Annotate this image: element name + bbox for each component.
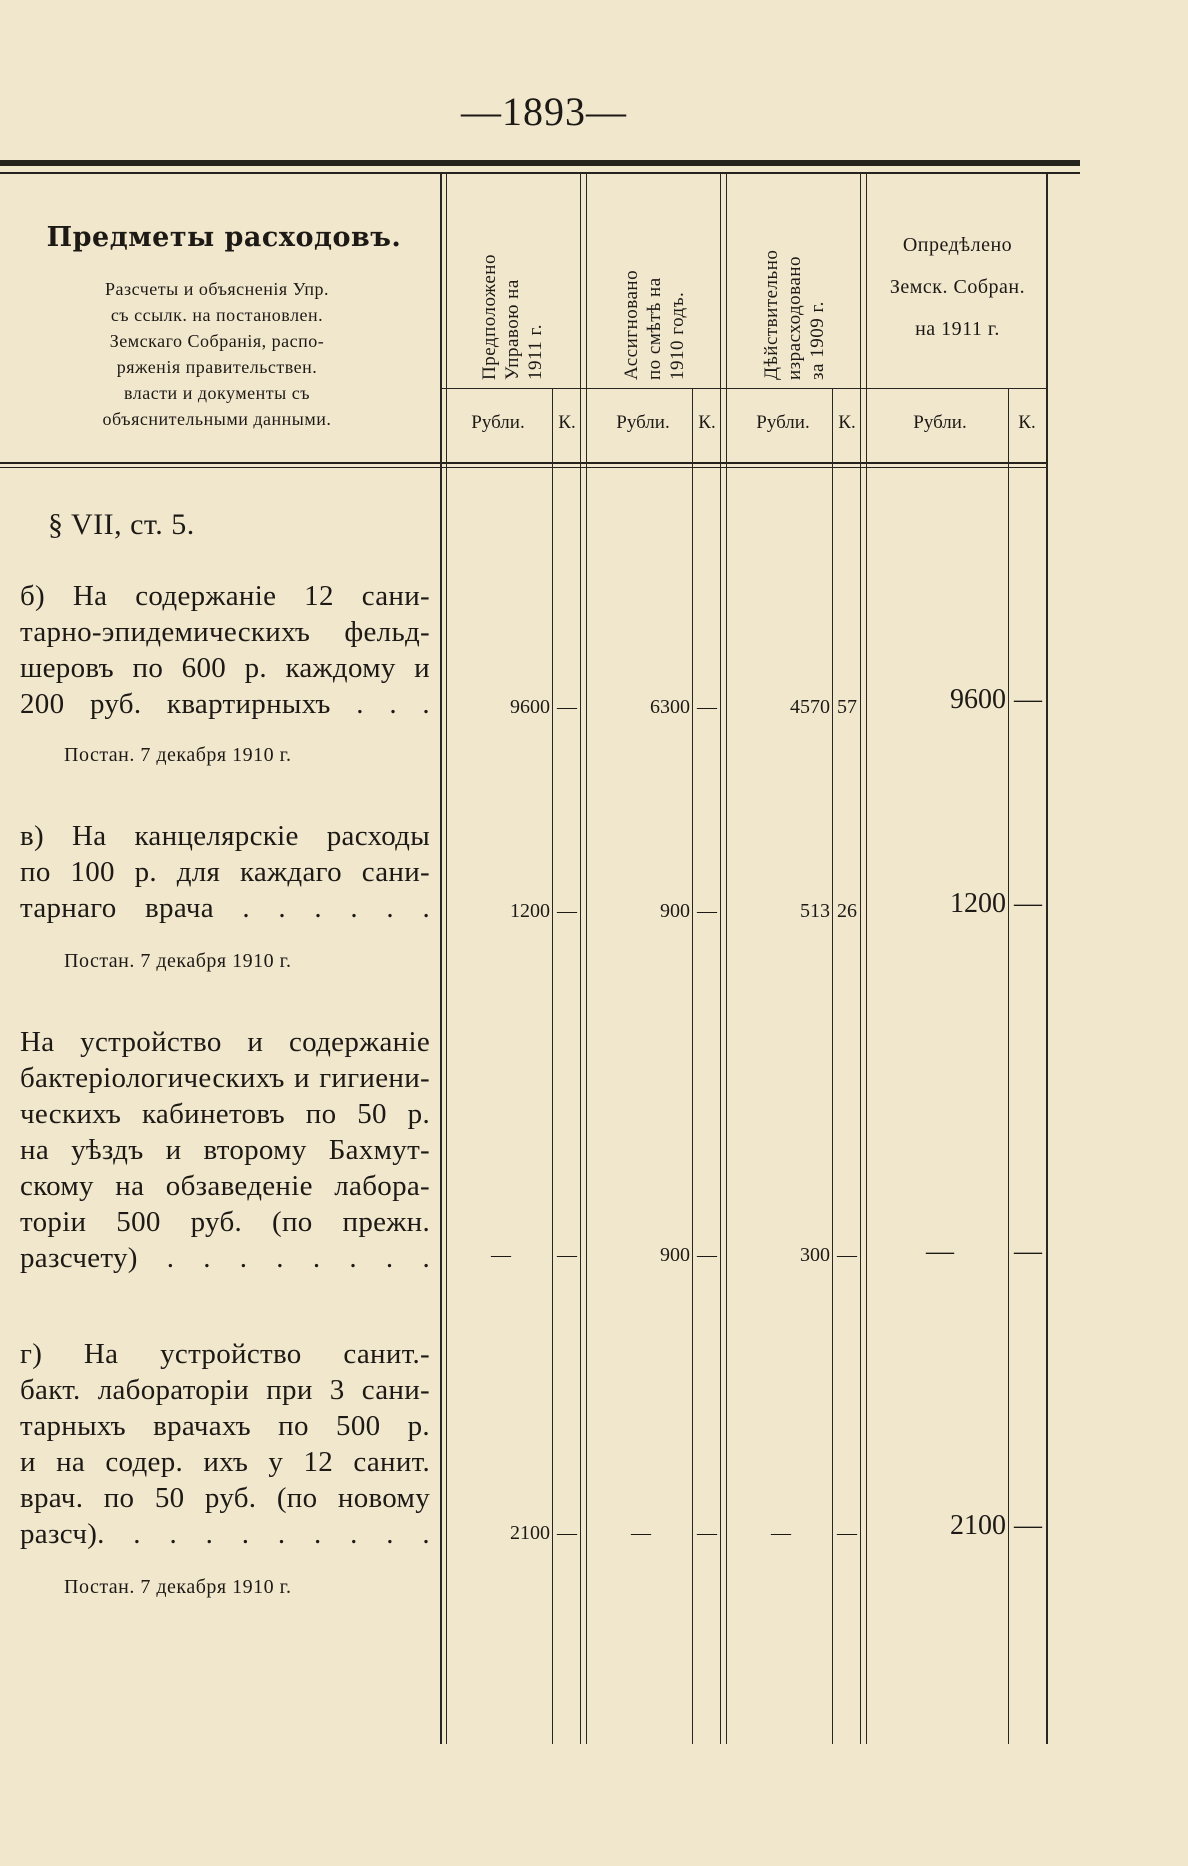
header-subtitle-line: Земскаго Собранія, распо- [109, 331, 325, 351]
column-header-spent: Дѣйствительно израсходовано за 1909 г. [761, 249, 828, 380]
top-rule [0, 160, 1080, 166]
column-divider [692, 388, 693, 1744]
spent-kopecks: 26 [837, 900, 857, 922]
header-subtitle [58, 276, 376, 432]
header-divider [442, 388, 1048, 389]
spent-kopecks: — [837, 1244, 857, 1266]
item-text-line: на уѣздъ и второму Бахмут- [20, 1134, 430, 1166]
spent-kopecks: — [837, 1522, 857, 1544]
assigned-kopecks: — [697, 696, 717, 718]
assigned-rubles: 900 [660, 1244, 690, 1266]
proposed-kopecks: — [557, 1244, 577, 1266]
item-text-line: 200 руб. квартирныхъ . . . [20, 688, 430, 720]
final-rubles: 2100 [950, 1510, 1006, 1541]
proposed-rubles: — [491, 1244, 511, 1266]
section-title: § VII, ст. 5. [48, 508, 195, 541]
assigned-rubles: 6300 [650, 696, 690, 718]
top-rule-thin [0, 172, 1080, 174]
column-divider [720, 174, 721, 1744]
unit-rubles: Рубли. [756, 412, 810, 433]
proposed-rubles: 2100 [510, 1522, 550, 1544]
column-divider [552, 388, 553, 1744]
header-bottom-rule-thin [0, 467, 1048, 468]
column-header-assigned: Ассигновано по смѣтѣ на 1910 годъ. [621, 269, 688, 380]
unit-kopecks: К. [698, 412, 716, 433]
resolution-note: Постан. 7 декабря 1910 г. [64, 744, 292, 766]
item-text-line: разсч). . . . . . . . . . [20, 1518, 430, 1550]
header-subtitle-line: власти и документы съ [123, 383, 311, 403]
expense-item-bacteriological [20, 1024, 430, 1276]
item-text-line: в) На канцелярскіе расходы [20, 820, 430, 852]
expense-item-g [20, 1336, 430, 1552]
column-divider [586, 174, 587, 1744]
header-subtitle-line: Разсчеты и объясненія Упр. [105, 279, 329, 299]
item-text-line: ческихъ кабинетовъ по 50 р. [20, 1098, 430, 1130]
column-header-final [870, 224, 1045, 350]
final-kopecks: — [1014, 888, 1042, 919]
item-text-line: по 100 р. для каждаго сани- [20, 856, 430, 888]
column-divider [860, 174, 861, 1744]
final-rubles: — [926, 1236, 954, 1267]
unit-rubles: Рубли. [616, 412, 670, 433]
column-divider [832, 388, 833, 1744]
assigned-rubles: — [631, 1522, 651, 1544]
item-text-line: б) На содержаніе 12 сани- [20, 580, 430, 612]
spent-rubles: — [771, 1522, 791, 1544]
item-text-line: торіи 500 руб. (по прежн. [20, 1206, 430, 1238]
assigned-kopecks: — [697, 1522, 717, 1544]
spent-kopecks: 57 [837, 696, 857, 718]
unit-rubles: Рубли. [913, 412, 967, 433]
header-subtitle-line: объяснительными данными. [102, 409, 332, 429]
column-header-final-line: на 1911 г. [915, 318, 1000, 340]
item-text-line: бактеріологическихъ и гигиени- [20, 1062, 430, 1094]
item-text-line: врач. по 50 руб. (по новому [20, 1482, 430, 1514]
unit-kopecks: К. [1018, 412, 1036, 433]
spent-rubles: 513 [800, 900, 830, 922]
item-text-line: тарныхъ врачахъ по 500 р. [20, 1410, 430, 1442]
proposed-kopecks: — [557, 900, 577, 922]
resolution-note: Постан. 7 декабря 1910 г. [64, 950, 292, 972]
item-text-line: г) На устройство санит.- [20, 1338, 430, 1370]
item-text-line: тарно-эпидемическихъ фельд- [20, 616, 430, 648]
final-rubles: 1200 [950, 888, 1006, 919]
item-text-line: бакт. лабораторіи при 3 сани- [20, 1374, 430, 1406]
final-rubles: 9600 [950, 684, 1006, 715]
final-kopecks: — [1014, 1236, 1042, 1267]
column-divider [1008, 388, 1009, 1744]
unit-kopecks: К. [558, 412, 576, 433]
final-kopecks: — [1014, 1510, 1042, 1541]
page-number: —1893— [461, 89, 627, 134]
spent-rubles: 300 [800, 1244, 830, 1266]
column-header-proposed: Предположено Управою на 1911 г. [479, 254, 546, 380]
item-text-line: На устройство и содержаніе [20, 1026, 430, 1058]
item-text-line: и на содер. ихъ у 12 санит. [20, 1446, 430, 1478]
column-header-final-line: Опредѣлено [902, 234, 1013, 256]
header-subtitle-line: ряженія правительствен. [116, 357, 318, 377]
column-divider [726, 174, 727, 1744]
column-divider [866, 174, 867, 1744]
assigned-rubles: 900 [660, 900, 690, 922]
final-kopecks: — [1014, 684, 1042, 715]
proposed-kopecks: — [557, 696, 577, 718]
item-text-line: тарнаго врача . . . . . . [20, 892, 430, 924]
item-text-line: скому на обзаведеніе лабора- [20, 1170, 430, 1202]
item-text-line: разсчету) . . . . . . . . [20, 1242, 430, 1274]
column-header-final-line: Земск. Собран. [889, 276, 1026, 298]
column-divider [440, 174, 442, 1744]
assigned-kopecks: — [697, 900, 717, 922]
proposed-rubles: 1200 [510, 900, 550, 922]
expense-item-v [20, 818, 430, 926]
proposed-rubles: 9600 [510, 696, 550, 718]
expense-item-b [20, 578, 430, 722]
column-divider [1046, 174, 1048, 1744]
column-divider [580, 174, 581, 1744]
unit-kopecks: К. [838, 412, 856, 433]
item-text-line: шеровъ по 600 р. каждому и [20, 652, 430, 684]
resolution-note: Постан. 7 декабря 1910 г. [64, 1576, 292, 1598]
proposed-kopecks: — [557, 1522, 577, 1544]
header-subtitle-line: съ ссылк. на постановлен. [110, 305, 324, 325]
unit-rubles: Рубли. [471, 412, 525, 433]
header-bottom-rule [0, 462, 1048, 464]
assigned-kopecks: — [697, 1244, 717, 1266]
spent-rubles: 4570 [790, 696, 830, 718]
header-title: Предметы расходовъ. [46, 222, 402, 253]
column-divider [446, 174, 447, 1744]
